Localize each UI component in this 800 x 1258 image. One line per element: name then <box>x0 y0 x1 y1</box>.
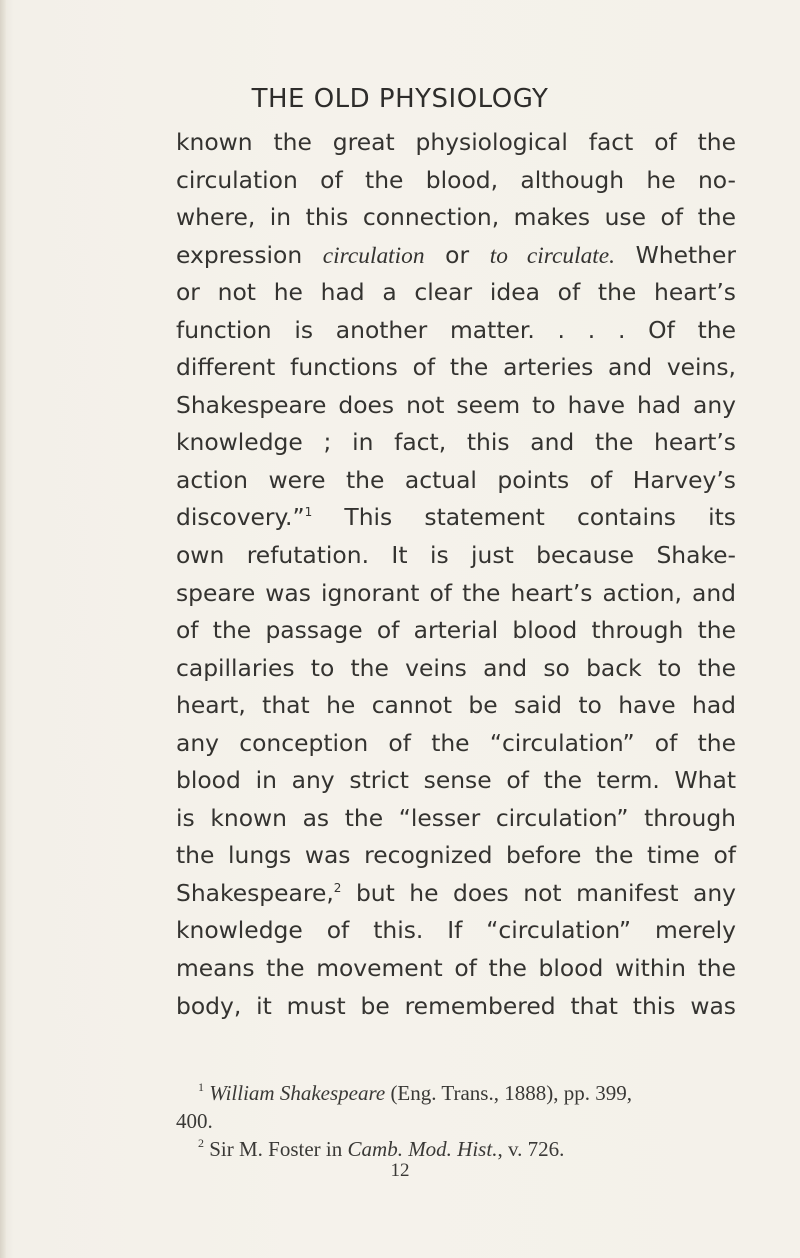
text-line: or not he had a clear idea of the heart’s <box>176 278 736 307</box>
text-line: speare was ignorant of the heart’s action, and <box>176 578 736 607</box>
italic-text: Camb. Mod. Hist. <box>347 1137 498 1161</box>
text-line: Shakespeare does not seem to have had any <box>176 390 736 419</box>
text-line: different functions of the arteries and veins, <box>176 353 736 382</box>
running-head: THE OLD PHYSIOLOGY <box>251 84 549 114</box>
page-number: 12 <box>390 1160 410 1181</box>
text-line: Shakespeare,$^2$ but he does not manifest any <box>176 878 736 907</box>
text-line: is known as the “lesser circulation” through <box>176 803 736 832</box>
footnote: $^2$ Sir M. Foster in Camb. Mod. Hist., v. 726. <box>198 1136 565 1161</box>
footnote-continuation: 400. <box>176 1109 213 1133</box>
footnote-mark: 2 <box>198 1136 204 1150</box>
text-line: function is another matter. . . . Of the <box>176 315 736 344</box>
text-line: means the movement of the blood within the <box>176 954 736 983</box>
text-line: heart, that he cannot be said to have had <box>176 691 736 720</box>
text-line: discovery.”$^1$ This statement contains its <box>176 503 736 532</box>
italic-text: to circulate. <box>489 242 616 269</box>
text-line: of the passage of arterial blood through the <box>176 616 736 645</box>
footnotes <box>176 1079 736 1163</box>
page-edge <box>0 0 6 1258</box>
text-line: known the great physiological fact of the <box>176 128 736 156</box>
italic-text: circulation <box>322 242 425 269</box>
text-line: blood in any strict sense of the term. What <box>176 766 736 795</box>
text-line: knowledge of this. If “circulation” merely <box>176 916 736 945</box>
text-line: any conception of the “circulation” of the <box>176 728 736 757</box>
body-text <box>176 124 736 1025</box>
text-line: circulation of the blood, although he no- <box>176 165 736 194</box>
footnote: $^1$ William Shakespeare (Eng. Trans., 1888), pp. 399, <box>198 1080 632 1105</box>
footnote-mark: 1 <box>198 1080 204 1094</box>
text-line: action were the actual points of Harvey’s <box>176 465 736 494</box>
footnote-ref: 2 <box>333 880 342 895</box>
italic-text: William Shakespeare <box>209 1081 386 1105</box>
text-line: knowledge ; in fact, this and the heart’s <box>176 428 736 457</box>
text-line: body, it must be remembered that this was <box>176 991 736 1020</box>
text-line: capillaries to the veins and so back to the <box>176 653 736 682</box>
text-line: the lungs was recognized before the time of <box>176 841 736 870</box>
text-line: own refutation. It is just because Shake- <box>176 541 736 570</box>
text-line: where, in this connection, makes use of the <box>176 203 736 232</box>
footnote-ref: 1 <box>304 505 313 520</box>
text-line: expression circulation or to circulate. Whether <box>176 240 736 269</box>
